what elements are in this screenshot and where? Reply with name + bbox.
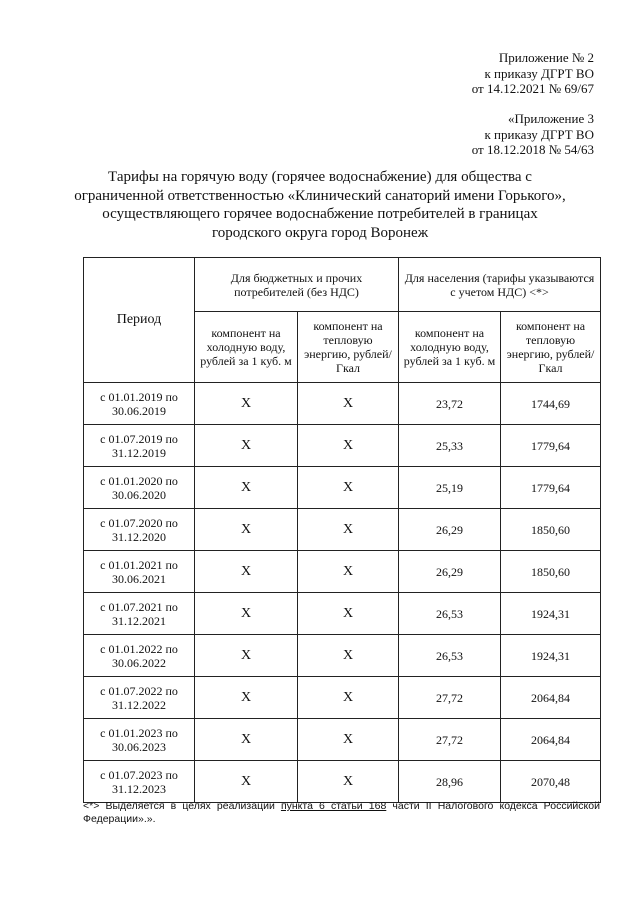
period-start: с 01.07.2019 по	[100, 431, 178, 446]
period-start: с 01.07.2022 по	[100, 683, 178, 698]
population-cold-water-cell: 27,72	[399, 677, 501, 719]
title-line4: городского округа город Воронеж	[211, 224, 429, 241]
period-end: 30.06.2019	[112, 403, 166, 418]
footnote	[83, 800, 600, 826]
budget-cold-water-cell: X	[195, 383, 298, 425]
tariffs-table	[83, 257, 601, 803]
title-line1: Тарифы на горячую воду (горячее водоснабжение) для общества с	[108, 169, 532, 185]
table-row	[84, 719, 601, 761]
budget-heat-energy-cell: X	[298, 635, 399, 677]
period-end: 31.12.2020	[112, 529, 166, 544]
budget-cold-water-cell: X	[195, 425, 298, 467]
budget-heat-energy-cell: X	[298, 719, 399, 761]
population-cold-water-cell: 25,19	[399, 467, 501, 509]
period-end: 31.12.2022	[112, 697, 166, 712]
population-cold-water-cell: 26,29	[399, 509, 501, 551]
period-cell	[84, 467, 195, 509]
period-end: 31.12.2019	[112, 445, 166, 460]
population-cold-water-cell: 26,29	[399, 551, 501, 593]
budget-cold-water-cell: X	[195, 761, 298, 803]
period-end: 31.12.2021	[112, 613, 166, 628]
period-end: 31.12.2023	[112, 781, 166, 796]
period-start: с 01.07.2023 по	[100, 767, 178, 782]
period-start: с 01.01.2019 по	[100, 389, 178, 404]
appendix-3-header	[472, 111, 594, 158]
population-heat-energy-cell: 1924,31	[501, 635, 601, 677]
table-row	[84, 593, 601, 635]
budget-cold-water-cell: X	[195, 467, 298, 509]
appendix-3-line3: от 18.12.2018 № 54/63	[471, 142, 594, 157]
appendix-2-line1: Приложение № 2	[498, 50, 594, 65]
period-cell	[84, 551, 195, 593]
appendix-3-line2: к приказу ДГРТ ВО	[484, 126, 594, 142]
population-heat-energy-cell: 1850,60	[501, 509, 601, 551]
period-cell	[84, 719, 195, 761]
period-start: с 01.01.2023 по	[100, 725, 178, 740]
table-row	[84, 509, 601, 551]
population-cold-water-cell: 27,72	[399, 719, 501, 761]
population-heat-energy-header: компонент на тепловую энергию, рублей/Гкал	[501, 312, 601, 383]
budget-heat-energy-cell: X	[298, 593, 399, 635]
period-cell	[84, 509, 195, 551]
period-start: с 01.07.2021 по	[100, 599, 178, 614]
budget-heat-energy-cell: X	[298, 677, 399, 719]
footnote-text-end: части II Налогового кодекса Российской Федерации».».	[83, 800, 600, 825]
budget-heat-energy-cell: X	[298, 425, 399, 467]
table-row	[84, 677, 601, 719]
period-start: с 01.07.2020 по	[100, 515, 178, 530]
budget-heat-energy-cell: X	[298, 467, 399, 509]
budget-cold-water-cell: X	[195, 551, 298, 593]
document-title	[40, 168, 600, 242]
footnote-text: <*> Выделяется в целях реализации	[83, 800, 281, 812]
population-heat-energy-cell: 1924,31	[501, 593, 601, 635]
period-cell	[84, 425, 195, 467]
budget-cold-water-cell: X	[195, 677, 298, 719]
table-row	[84, 383, 601, 425]
population-heat-energy-cell: 1779,64	[501, 425, 601, 467]
table-header-row	[84, 258, 601, 312]
table-row	[84, 467, 601, 509]
period-cell	[84, 761, 195, 803]
period-header: Период	[84, 258, 195, 383]
period-start: с 01.01.2020 по	[100, 473, 178, 488]
period-start: с 01.01.2022 по	[100, 641, 178, 656]
budget-heat-energy-cell: X	[298, 509, 399, 551]
tax-code-link[interactable]: пункта 6 статьи 168	[280, 800, 387, 812]
table-row	[84, 635, 601, 677]
appendix-3-line1: «Приложение 3	[507, 111, 594, 126]
title-line2: ограниченной ответственностью «Клинический санаторий имени Горького»,	[74, 187, 566, 204]
population-heat-energy-cell: 1744,69	[501, 383, 601, 425]
population-cold-water-cell: 26,53	[399, 635, 501, 677]
table-row	[84, 425, 601, 467]
period-end: 30.06.2023	[112, 739, 166, 754]
period-end: 30.06.2021	[112, 571, 166, 586]
period-start: с 01.01.2021 по	[100, 557, 178, 572]
period-end: 30.06.2022	[112, 655, 166, 670]
budget-cold-water-cell: X	[195, 635, 298, 677]
budget-cold-water-cell: X	[195, 509, 298, 551]
population-cold-water-cell: 28,96	[399, 761, 501, 803]
appendix-2-line2: к приказу ДГРТ ВО	[484, 65, 594, 81]
budget-heat-energy-header: компонент на тепловую энергию, рублей/Гкал	[298, 312, 399, 383]
budget-cold-water-cell: X	[195, 593, 298, 635]
period-cell	[84, 593, 195, 635]
population-cold-water-cell: 26,53	[399, 593, 501, 635]
population-heat-energy-cell: 2064,84	[501, 677, 601, 719]
budget-heat-energy-cell: X	[298, 383, 399, 425]
period-cell	[84, 383, 195, 425]
period-end: 30.06.2020	[112, 487, 166, 502]
population-cold-water-cell: 25,33	[399, 425, 501, 467]
population-heat-energy-cell: 1779,64	[501, 467, 601, 509]
budget-heat-energy-cell: X	[298, 551, 399, 593]
population-header: Для населения (тарифы указываются с учетом НДС) <*>	[399, 258, 601, 312]
title-line3: осуществляющего горячее водоснабжение потребителей в границах	[102, 206, 538, 222]
population-cold-water-cell: 23,72	[399, 383, 501, 425]
period-cell	[84, 635, 195, 677]
population-cold-water-header: компонент на холодную воду, рублей за 1 куб. м	[399, 312, 501, 383]
population-heat-energy-cell: 2070,48	[501, 761, 601, 803]
population-heat-energy-cell: 1850,60	[501, 551, 601, 593]
appendix-2-line3: от 14.12.2021 № 69/67	[471, 81, 594, 96]
population-heat-energy-cell: 2064,84	[501, 719, 601, 761]
table-row	[84, 551, 601, 593]
period-cell	[84, 677, 195, 719]
budget-cold-water-cell: X	[195, 719, 298, 761]
appendix-2-header	[472, 50, 594, 97]
budget-heat-energy-cell: X	[298, 761, 399, 803]
table-row	[84, 761, 601, 803]
budget-cold-water-header: компонент на холодную воду, рублей за 1 куб. м	[195, 312, 298, 383]
budget-consumers-header: Для бюджетных и прочих потребителей (без НДС)	[195, 258, 399, 312]
